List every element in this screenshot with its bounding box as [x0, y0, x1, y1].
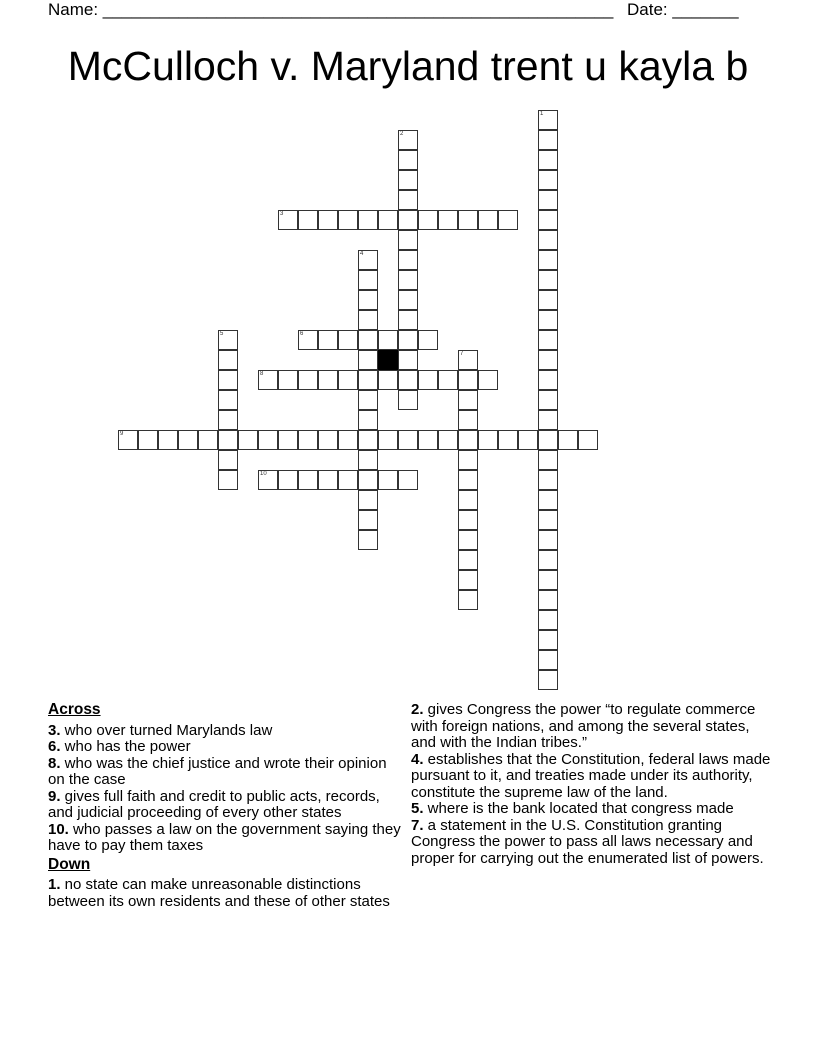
- clue-7: [411, 818, 771, 868]
- grid-cell[interactable]: [538, 610, 558, 630]
- grid-cell[interactable]: [538, 150, 558, 170]
- grid-cell[interactable]: [158, 430, 178, 450]
- grid-cell[interactable]: [358, 290, 378, 310]
- clue-number: 4.: [411, 750, 424, 768]
- grid-cell[interactable]: [538, 330, 558, 350]
- clue-text: who has the power: [60, 738, 191, 755]
- grid-cell-number: 10: [260, 471, 267, 477]
- grid-cell[interactable]: [538, 630, 558, 650]
- clue-number: 10.: [48, 820, 69, 838]
- clue-number: 6.: [48, 738, 61, 755]
- grid-cell[interactable]: [538, 390, 558, 410]
- grid-cell[interactable]: [358, 450, 378, 470]
- grid-cell[interactable]: [238, 430, 258, 450]
- grid-cell[interactable]: [458, 450, 478, 470]
- grid-cell[interactable]: [538, 310, 558, 330]
- grid-cell[interactable]: [458, 430, 478, 450]
- grid-cell[interactable]: [398, 390, 418, 410]
- grid-cell[interactable]: [358, 210, 378, 230]
- across-heading: Across: [48, 701, 101, 718]
- clue-text: who was the chief justice and wrote their opinion on the case: [48, 754, 387, 788]
- grid-cell[interactable]: [538, 210, 558, 230]
- clues-right-column: [411, 702, 771, 867]
- clue-1: [48, 877, 403, 910]
- grid-cell[interactable]: [358, 350, 378, 370]
- grid-cell[interactable]: [218, 430, 238, 450]
- clue-6: [48, 739, 403, 756]
- grid-cell[interactable]: [458, 530, 478, 550]
- grid-cell[interactable]: [298, 430, 318, 450]
- grid-cell[interactable]: [538, 590, 558, 610]
- grid-cell[interactable]: [538, 450, 558, 470]
- grid-cell[interactable]: [538, 290, 558, 310]
- grid-cell[interactable]: [458, 370, 478, 390]
- grid-cell-number: 4: [360, 251, 364, 257]
- grid-cell[interactable]: [538, 250, 558, 270]
- grid-cell[interactable]: [278, 370, 298, 390]
- grid-cell[interactable]: [198, 430, 218, 450]
- black-square: [378, 350, 398, 370]
- grid-cell[interactable]: [418, 370, 438, 390]
- clue-4: [411, 752, 771, 802]
- grid-cell[interactable]: [538, 410, 558, 430]
- grid-cell[interactable]: [218, 410, 238, 430]
- grid-cell[interactable]: [358, 490, 378, 510]
- grid-cell-number: 9: [120, 431, 124, 437]
- grid-cell[interactable]: [378, 470, 398, 490]
- clue-9: [48, 789, 403, 822]
- down-clue-list-continued: [411, 702, 771, 867]
- grid-cell[interactable]: [558, 430, 578, 450]
- grid-cell[interactable]: [358, 390, 378, 410]
- grid-cell[interactable]: [318, 470, 338, 490]
- clue-3: [48, 723, 403, 740]
- grid-cell[interactable]: [458, 510, 478, 530]
- grid-cell[interactable]: [478, 430, 498, 450]
- clue-text: no state can make unreasonable distinctions between its own residents and these of other states: [48, 876, 390, 910]
- name-field[interactable]: Name: ______________________________________________________: [48, 0, 614, 19]
- grid-cell[interactable]: [318, 210, 338, 230]
- grid-cell[interactable]: [458, 550, 478, 570]
- date-field[interactable]: Date: _______: [627, 0, 739, 19]
- grid-cell[interactable]: [218, 390, 238, 410]
- grid-cell[interactable]: [458, 590, 478, 610]
- grid-cell[interactable]: [358, 410, 378, 430]
- grid-cell[interactable]: [398, 230, 418, 250]
- clue-text: who over turned Marylands law: [60, 721, 273, 739]
- grid-cell[interactable]: [218, 350, 238, 370]
- grid-cell[interactable]: [458, 390, 478, 410]
- grid-cell[interactable]: [218, 370, 238, 390]
- grid-cell[interactable]: [438, 370, 458, 390]
- clue-number: 1.: [48, 876, 61, 893]
- clue-text: gives full faith and credit to public acts, records, and judicial proceeding of every other states: [48, 787, 380, 821]
- grid-cell[interactable]: [398, 250, 418, 270]
- clue-text: gives Congress the power “to regulate commerce with foreign nations, and among the several states, and with the Indian tribes.”: [411, 701, 756, 751]
- grid-cell[interactable]: [298, 210, 318, 230]
- grid-cell[interactable]: [338, 210, 358, 230]
- clue-number: 8.: [48, 754, 61, 772]
- grid-cell[interactable]: [438, 210, 458, 230]
- grid-cell[interactable]: [538, 190, 558, 210]
- grid-cell[interactable]: [398, 290, 418, 310]
- grid-cell[interactable]: [458, 210, 478, 230]
- grid-cell[interactable]: [538, 470, 558, 490]
- grid-cell[interactable]: [418, 330, 438, 350]
- grid-cell-number: 1: [540, 111, 544, 117]
- clue-text: where is the bank located that congress made: [423, 800, 734, 817]
- grid-cell[interactable]: [398, 270, 418, 290]
- grid-cell[interactable]: [398, 210, 418, 230]
- grid-cell[interactable]: [398, 430, 418, 450]
- grid-cell[interactable]: [398, 330, 418, 350]
- grid-cell-number: 6: [300, 331, 304, 337]
- grid-cell[interactable]: [458, 470, 478, 490]
- grid-cell-number: 8: [260, 371, 264, 377]
- grid-cell[interactable]: [218, 470, 238, 490]
- grid-cell[interactable]: [278, 470, 298, 490]
- clue-5: [411, 801, 771, 818]
- grid-cell[interactable]: [378, 370, 398, 390]
- clue-2: [411, 702, 771, 752]
- grid-cell[interactable]: [378, 210, 398, 230]
- grid-cell[interactable]: [258, 430, 278, 450]
- grid-cell[interactable]: [458, 570, 478, 590]
- grid-cell[interactable]: [478, 370, 498, 390]
- grid-cell-number: 5: [220, 331, 224, 337]
- clue-text: establishes that the Constitution, federal laws made pursuant to it, and treaties made under its authority, constitute the supreme law of the land.: [411, 750, 771, 801]
- grid-cell[interactable]: [338, 430, 358, 450]
- grid-cell[interactable]: [398, 470, 418, 490]
- grid-cell[interactable]: [518, 430, 538, 450]
- grid-cell[interactable]: [398, 370, 418, 390]
- grid-cell[interactable]: [538, 650, 558, 670]
- grid-cell[interactable]: [378, 330, 398, 350]
- clue-number: 3.: [48, 721, 61, 739]
- across-clue-list: [48, 723, 403, 855]
- down-clue-list: [48, 877, 403, 910]
- clue-8: [48, 756, 403, 789]
- grid-cell[interactable]: [538, 430, 558, 450]
- down-heading: Down: [48, 855, 91, 873]
- grid-cell[interactable]: [538, 170, 558, 190]
- grid-cell[interactable]: [338, 370, 358, 390]
- grid-cell[interactable]: [398, 310, 418, 330]
- grid-cell[interactable]: [418, 430, 438, 450]
- grid-cell[interactable]: [398, 350, 418, 370]
- grid-cell[interactable]: [418, 210, 438, 230]
- grid-cell[interactable]: [538, 670, 558, 690]
- grid-cell[interactable]: [538, 510, 558, 530]
- grid-cell[interactable]: [378, 430, 398, 450]
- grid-cell[interactable]: [278, 430, 298, 450]
- clues-left-column: [48, 702, 403, 910]
- grid-cell[interactable]: [578, 430, 598, 450]
- clue-number: 5.: [411, 800, 424, 817]
- grid-cell[interactable]: [298, 470, 318, 490]
- grid-cell[interactable]: [318, 330, 338, 350]
- grid-cell[interactable]: [178, 430, 198, 450]
- grid-cell[interactable]: [358, 470, 378, 490]
- grid-cell[interactable]: [538, 130, 558, 150]
- grid-cell[interactable]: [538, 370, 558, 390]
- clue-number: 9.: [48, 787, 61, 805]
- grid-cell-number: 3: [280, 211, 284, 217]
- grid-cell[interactable]: [538, 490, 558, 510]
- grid-cell[interactable]: [318, 430, 338, 450]
- grid-cell[interactable]: [538, 530, 558, 550]
- grid-cell-number: 2: [400, 131, 404, 137]
- grid-cell[interactable]: [358, 370, 378, 390]
- grid-cell[interactable]: [338, 330, 358, 350]
- grid-cell-number: 7: [460, 351, 464, 357]
- grid-cell[interactable]: [358, 310, 378, 330]
- grid-cell[interactable]: [358, 510, 378, 530]
- grid-cell[interactable]: [538, 230, 558, 250]
- grid-cell[interactable]: [538, 350, 558, 370]
- grid-cell[interactable]: [538, 270, 558, 290]
- grid-cell[interactable]: [398, 190, 418, 210]
- grid-cell[interactable]: [538, 570, 558, 590]
- grid-cell[interactable]: [438, 430, 458, 450]
- grid-cell[interactable]: [498, 210, 518, 230]
- grid-cell[interactable]: [218, 450, 238, 470]
- grid-cell[interactable]: [298, 370, 318, 390]
- grid-cell[interactable]: [458, 410, 478, 430]
- grid-cell[interactable]: [358, 270, 378, 290]
- grid-cell[interactable]: [478, 210, 498, 230]
- clue-text: who passes a law on the government saying they have to pay them taxes: [48, 820, 401, 854]
- clue-number: 7.: [411, 816, 424, 834]
- grid-cell[interactable]: [538, 550, 558, 570]
- grid-cell[interactable]: [358, 330, 378, 350]
- grid-cell[interactable]: [358, 430, 378, 450]
- clue-number: 2.: [411, 701, 424, 718]
- grid-cell[interactable]: [398, 150, 418, 170]
- grid-cell[interactable]: [138, 430, 158, 450]
- grid-cell[interactable]: [338, 470, 358, 490]
- grid-cell[interactable]: [498, 430, 518, 450]
- clue-text: a statement in the U.S. Constitution granting Congress the power to pass all laws necessary and proper for carrying out the enumerated list of powers.: [411, 816, 764, 867]
- clue-10: [48, 822, 403, 855]
- grid-cell[interactable]: [398, 170, 418, 190]
- page-title: McCulloch v. Maryland trent u kayla b: [67, 43, 749, 89]
- grid-cell[interactable]: [318, 370, 338, 390]
- grid-cell[interactable]: [358, 530, 378, 550]
- grid-cell[interactable]: [458, 490, 478, 510]
